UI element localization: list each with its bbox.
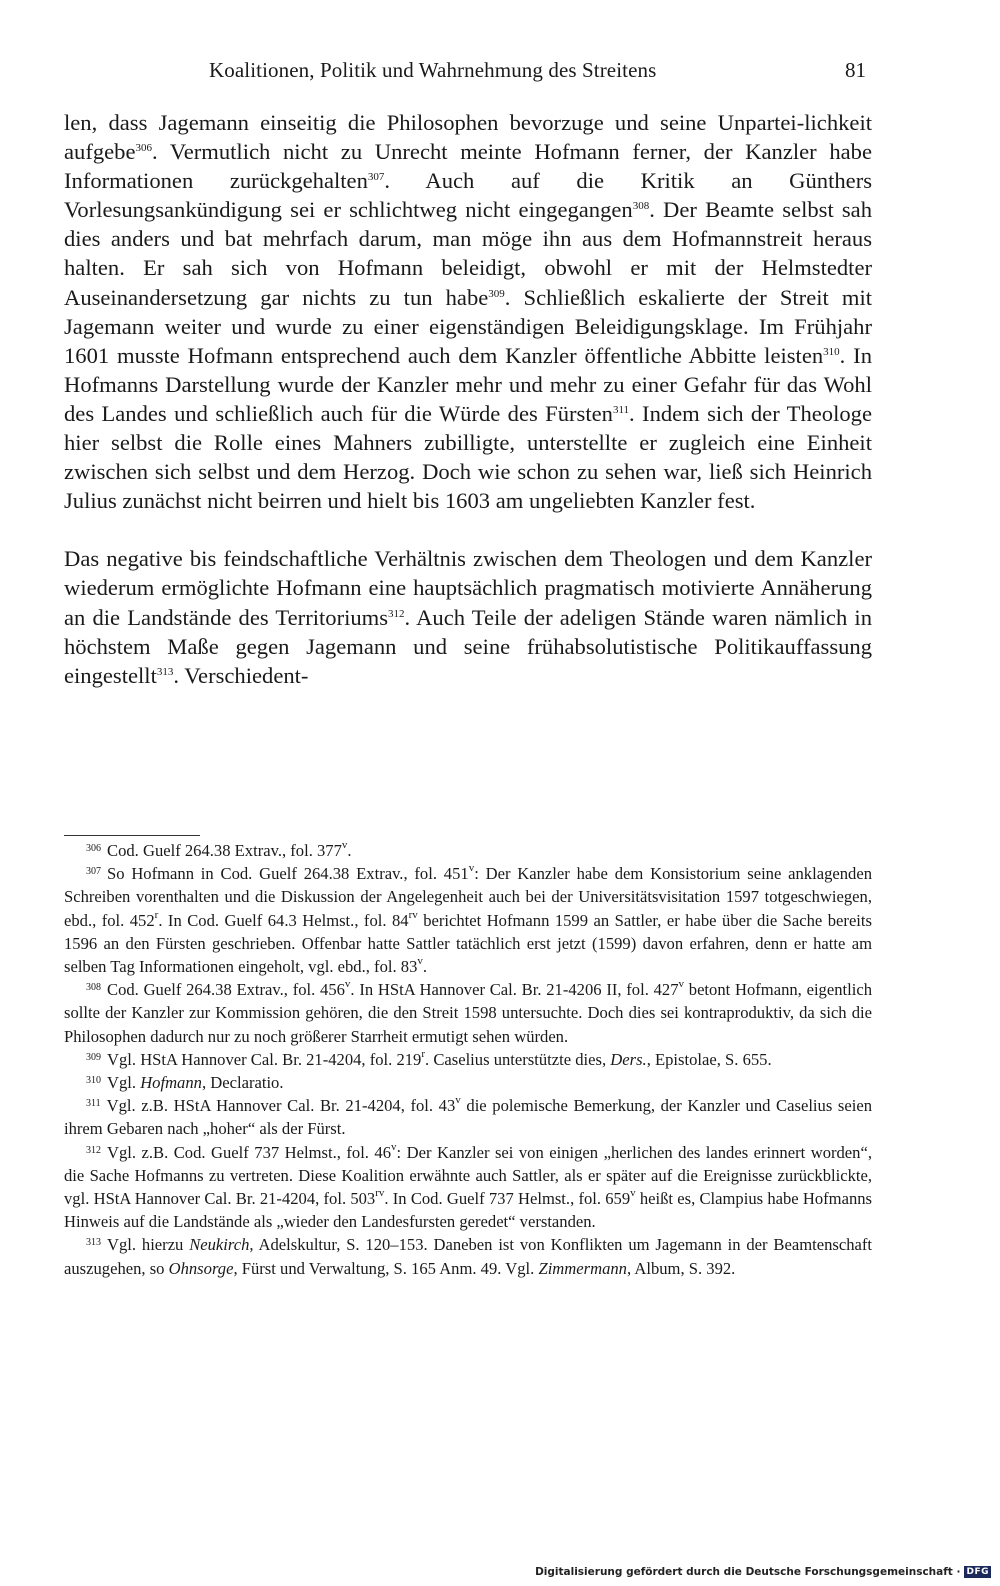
footnote bbox=[64, 978, 872, 1048]
footnote-text: berichtet Hofmann 1599 an Sattler, er habe über die Sache bereits 1596 an den Fürsten geschrieben. Offenbar hatte Sattler tatächlich erst jetzt (1599) davon erfahren, denn er hatte am selben Tag Informationen eingeholt, vgl. ebd., fol. 83 bbox=[64, 910, 872, 977]
footnote-ref: 310 bbox=[823, 345, 840, 358]
folio-mark: v bbox=[391, 1140, 397, 1153]
footnotes bbox=[64, 839, 872, 1280]
footnote-text: . bbox=[422, 957, 428, 977]
digitization-credit bbox=[535, 1566, 991, 1578]
footnote-text: : Der Kanzler habe dem Konsistorium seine anklagenden Schreiben vorenthalten und die Diskussion der Angelegenheit auch bei der Universitätsvisitation 1597 totgeschwiegen, ebd., fol. 452 bbox=[64, 864, 872, 930]
footnote-number: 306 bbox=[86, 843, 101, 854]
paragraph-2 bbox=[64, 544, 872, 689]
text-run: Das negative bis feindschaftliche Verhältnis zwischen dem Theologen und dem Kanzler wiederum ermöglichte Hofmann eine hauptsächlich pragmatisch motivierte Annäherung an die Landstände des Territoriums bbox=[64, 546, 872, 630]
footnote-text: Vgl. HStA Hannover Cal. Br. 21-4204, fol. 219 bbox=[107, 1049, 422, 1069]
text-run: . Schließlich eskalierte der Streit mit Jagemann weiter und wurde zu einer eigenständigen Beleidigungsklage. Im Frühjahr 1601 musste Hofmann entsprechend auch dem Kanzler öffentliche Abbitte leisten bbox=[64, 284, 873, 368]
author-name: Zimmermann bbox=[538, 1258, 627, 1278]
footnote-ref: 307 bbox=[367, 171, 385, 184]
footnote-ref: 308 bbox=[632, 200, 650, 213]
footnote-text: betont Hofmann, eigentlich sollte der Kanzler zur Kommission gehören, die den Streit 1598 untersuchte. Doch dies sei kontraproduktiv, da sich die Philosophen dadurch nur zu noch größerer Starrheit ermutigt sehen würden. bbox=[64, 980, 873, 1046]
footnote-text: . In Cod. Guelf 64.3 Helmst., fol. 84 bbox=[158, 910, 409, 930]
footnote bbox=[64, 839, 872, 862]
footnote bbox=[64, 1094, 872, 1140]
footnote-text: , Adelskultur, S. 120–153. Daneben ist von Konflikten um Jagemann in der Beamtenschaft auszugehen, so bbox=[64, 1235, 872, 1278]
footnote bbox=[64, 1141, 872, 1234]
footnote-text: . Caselius unterstützte dies, bbox=[425, 1049, 611, 1069]
author-name: Ohnsorge bbox=[168, 1258, 234, 1278]
footnote-text: , Album, S. 392. bbox=[626, 1258, 736, 1278]
footnote bbox=[64, 1071, 872, 1094]
text-run: . Der Beamte selbst sah dies anders und bat mehrfach darum, man möge ihn aus dem Hofmannstreit heraus halten. Er sah sich von Hofmann beleidigt, obwohl er mit der Helmstedter Auseinandersetzung gar nichts zu tun habe bbox=[64, 197, 873, 310]
footnote-text: , Epistolae, S. 655. bbox=[646, 1049, 772, 1069]
footnote-text: die polemische Bemerkung, der Kanzler und Caselius seien ihrem Gebaren nach „hoher“ als der Fürst. bbox=[64, 1096, 872, 1139]
footnote-text: Cod. Guelf 264.38 Extrav., fol. 456 bbox=[107, 980, 345, 1000]
footnote-text: Vgl. z.B. Cod. Guelf 737 Helmst., fol. 46 bbox=[107, 1142, 392, 1162]
footnote-text: . bbox=[347, 841, 352, 860]
footnote-number: 312 bbox=[86, 1144, 101, 1156]
footnote-number: 310 bbox=[86, 1075, 101, 1087]
footnote-text: . In Cod. Guelf 737 Helmst., fol. 659 bbox=[384, 1189, 631, 1209]
folio-mark: v bbox=[455, 1094, 461, 1107]
footnote bbox=[64, 862, 872, 978]
footnote-text: Cod. Guelf 264.38 Extrav., fol. 377 bbox=[107, 841, 342, 860]
footnote-text: Vgl. bbox=[107, 1073, 141, 1093]
footnote-text: : Der Kanzler sei von einigen „herlichen des landes erinnert worden“, die Sache Hofmanns zu vertreten. Diese Koalition erwähnte auch Sattler, als er später auf die Ereignisse zurückblickte, vgl. HStA Hannover Cal. Br. 21-4204, fol. 503 bbox=[64, 1142, 872, 1209]
folio-mark: rv bbox=[375, 1187, 385, 1200]
footnote-ref: 309 bbox=[488, 287, 505, 300]
footnote-text: Vgl. z.B. HStA Hannover Cal. Br. 21-4204, fol. 43 bbox=[106, 1096, 456, 1116]
footnote-number: 308 bbox=[86, 982, 101, 994]
folio-mark: v bbox=[417, 955, 423, 968]
footnote bbox=[64, 1233, 872, 1279]
footnote-text: . In HStA Hannover Cal. Br. 21-4206 II, fol. 427 bbox=[350, 980, 679, 1000]
footnote bbox=[64, 1048, 872, 1071]
footnote-ref: 313 bbox=[156, 665, 174, 678]
running-title: Koalitionen, Politik und Wahrnehmung des Streitens bbox=[209, 58, 657, 82]
text-run: len, dass Jagemann einseitig die Philosophen bevorzuge und seine Unpartei-lichkeit aufgebe bbox=[64, 110, 872, 165]
credit-text: Digitalisierung gefördert durch die Deutsche Forschungsgemeinschaft · bbox=[535, 1566, 961, 1578]
footnote-ref: 311 bbox=[612, 403, 630, 416]
folio-mark: v bbox=[630, 1187, 636, 1200]
folio-mark: rv bbox=[408, 908, 418, 921]
body-text bbox=[64, 108, 872, 690]
footnote-text: Vgl. hierzu bbox=[107, 1235, 190, 1255]
footnote-number: 307 bbox=[86, 866, 101, 878]
folio-mark: v bbox=[344, 978, 351, 991]
text-run: . Auch auf die Kritik an Günthers Vorlesungsankündigung sei er schlichtweg nicht eingegangen bbox=[64, 168, 873, 223]
footnote-number: 313 bbox=[86, 1237, 101, 1249]
footnote-number: 311 bbox=[86, 1098, 101, 1110]
author-name: Hofmann bbox=[140, 1073, 202, 1093]
running-header bbox=[64, 54, 872, 88]
author-name: Neukirch bbox=[189, 1235, 250, 1255]
folio-mark: v bbox=[468, 862, 475, 875]
text-run: . Vermutlich nicht zu Unrecht meinte Hofmann ferner, der Kanzler habe Informationen zurückgehalten bbox=[64, 139, 872, 194]
footnote-number: 309 bbox=[86, 1051, 101, 1063]
text-run: . In Hofmanns Darstellung wurde der Kanzler mehr und mehr zu einer Gefahr für das Wohl des Landes und schließlich auch für die Würde des Fürsten bbox=[64, 342, 872, 426]
author-name: Ders. bbox=[610, 1049, 647, 1069]
footnote-divider bbox=[64, 835, 200, 836]
footnote-ref: 312 bbox=[388, 607, 405, 620]
footnote-text: heißt es, Clampius habe Hofmanns Hinweis auf die Landstände als „wieder den Landesfursten geredet“ verstanden. bbox=[64, 1189, 872, 1232]
text-run: . Auch Teile der adeligen Stände waren nämlich in höchstem Maße gegen Jagemann und seine frühabsolutistische Politikauffassung eingestellt bbox=[64, 604, 872, 688]
page-number: 81 bbox=[845, 58, 866, 82]
text-run: . Indem sich der Theologe hier selbst die Rolle eines Mahners zubilligte, unterstellte er zugleich eine Einheit zwischen sich selbst und dem Herzog. Doch wie schon zu sehen war, ließ sich Heinrich Julius zunächst nicht beirren und hielt bis 1603 am ungeliebten Kanzler fest. bbox=[64, 400, 872, 514]
folio-mark: v bbox=[678, 978, 685, 991]
dfg-logo: DFG bbox=[966, 1567, 989, 1577]
footnote-ref: 306 bbox=[135, 142, 152, 155]
text-run: . Verschiedent- bbox=[173, 662, 309, 688]
folio-mark: v bbox=[341, 839, 348, 851]
footnote-text: So Hofmann in Cod. Guelf 264.38 Extrav., fol. 451 bbox=[107, 864, 469, 884]
footnote-text: , Declaratio. bbox=[201, 1073, 284, 1093]
paragraph-1 bbox=[64, 108, 872, 515]
folio-mark: r bbox=[154, 908, 159, 921]
footnote-text: , Fürst und Verwaltung, S. 165 Anm. 49. Vgl. bbox=[233, 1258, 539, 1278]
folio-mark: r bbox=[421, 1047, 426, 1060]
